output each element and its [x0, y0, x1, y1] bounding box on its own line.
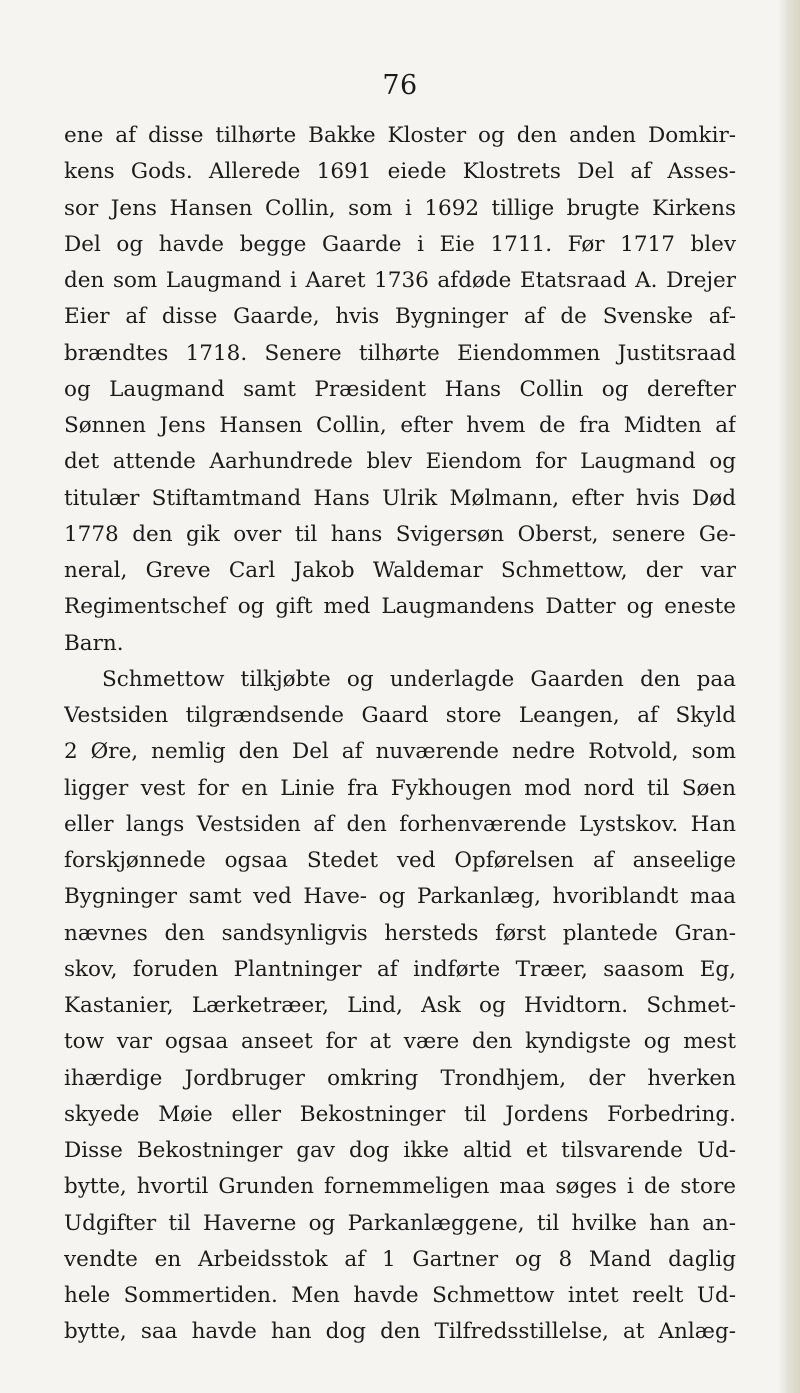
- text-line: ihærdige Jordbruger omkring Trondhjem, der hverken: [64, 1065, 736, 1091]
- text-line: den som Laugmand i Aaret 1736 afdøde Etatsraad A. Drejer: [64, 268, 736, 293]
- text-line: 1778 den gik over til hans Svigersøn Oberst, senere Ge-: [64, 521, 736, 547]
- text-line: brændtes 1718. Senere tilhørte Eiendommen Justitsraad: [64, 340, 736, 366]
- text-line: skyede Møie eller Bekostninger til Jordens Forbedring.: [64, 1101, 736, 1127]
- page-number: 76: [382, 70, 418, 101]
- text-line: kens Gods. Allerede 1691 eiede Klostrets Del af Asses-: [64, 159, 736, 185]
- text-line: det attende Aarhundrede blev Eiendom for Laugmand og: [64, 449, 736, 475]
- text-line: skov, foruden Plantninger af indførte Træer, saasom Eg,: [64, 956, 736, 982]
- text-line: Regimentschef og gift med Laugmandens Datter og eneste: [64, 594, 736, 620]
- text-line: bytte, saa havde han dog den Tilfredsstillelse, at Anlæg-: [64, 1319, 736, 1345]
- text-line: Del og havde begge Gaarde i Eie 1711. Før 1717 blev: [64, 231, 736, 257]
- text-line: Bygninger samt ved Have- og Parkanlæg, hvoriblandt maa: [64, 884, 736, 910]
- text-line: Udgifter til Haverne og Parkanlæggene, til hvilke han an-: [64, 1210, 736, 1236]
- text-line: sor Jens Hansen Collin, som i 1692 tillige brugte Kirkens: [64, 195, 736, 221]
- text-line: ligger vest for en Linie fra Fykhougen mod nord til Søen: [64, 775, 736, 801]
- text-line: vendte en Arbeidsstok af 1 Gartner og 8 Mand daglig: [64, 1246, 736, 1272]
- text-line: og Laugmand samt Præsident Hans Collin og derefter: [64, 376, 736, 402]
- text-line: neral, Greve Carl Jakob Waldemar Schmettow, der var: [64, 558, 736, 583]
- page-edge-shadow: [778, 0, 800, 1393]
- text-line: Barn.: [64, 630, 124, 656]
- text-line: hele Sommertiden. Men havde Schmettow intet reelt Ud-: [64, 1283, 736, 1308]
- text-line: forskjønnede ogsaa Stedet ved Opførelsen af anseelige: [64, 848, 736, 873]
- text-line: eller langs Vestsiden af den forhenværende Lystskov. Han: [64, 811, 736, 837]
- text-line: Schmettow tilkjøbte og underlagde Gaarden den paa: [102, 666, 736, 692]
- text-line: Kastanier, Lærketræer, Lind, Ask og Hvidtorn. Schmet-: [64, 993, 736, 1018]
- text-line: 2 Øre, nemlig den Del af nuværende nedre Rotvold, som: [64, 739, 736, 765]
- text-line: ene af disse tilhørte Bakke Kloster og den anden Domkir-: [64, 123, 736, 148]
- body-text: [64, 118, 736, 1351]
- text-line: titulær Stiftamtmand Hans Ulrik Mølmann, efter hvis Død: [64, 485, 736, 511]
- text-line: Sønnen Jens Hansen Collin, efter hvem de fra Midten af: [64, 413, 736, 438]
- text-line: Vestsiden tilgrændsende Gaard store Leangen, af Skyld: [64, 703, 736, 728]
- text-line: Disse Bekostninger gav dog ikke altid et tilsvarende Ud-: [64, 1138, 736, 1163]
- text-line: nævnes den sandsynligvis hersteds først plantede Gran-: [64, 920, 736, 946]
- text-line: bytte, hvortil Grunden fornemmeligen maa søges i de store: [64, 1174, 736, 1200]
- text-line: tow var ogsaa anseet for at være den kyndigste og mest: [64, 1029, 736, 1055]
- text-line: Eier af disse Gaarde, hvis Bygninger af de Svenske af-: [64, 304, 736, 330]
